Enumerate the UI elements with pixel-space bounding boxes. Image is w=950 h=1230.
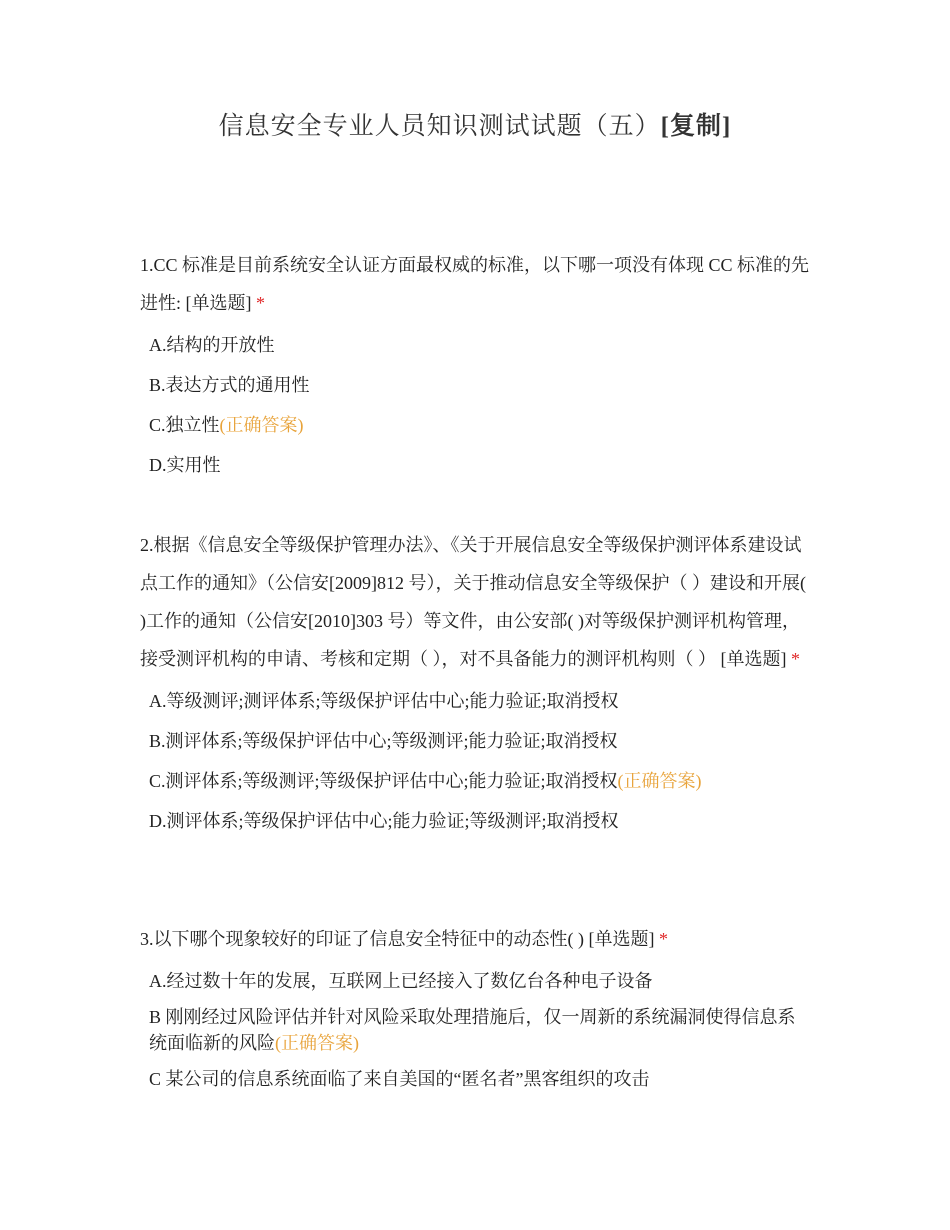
title-main: 信息安全专业人员知识测试试题（五） (218, 113, 661, 140)
question-3 (140, 920, 810, 1102)
option-item (149, 688, 810, 714)
option-item (149, 1004, 809, 1056)
option-item (149, 412, 810, 438)
question-text (140, 920, 810, 958)
option-list (140, 688, 810, 834)
option-text: D.实用性 (149, 455, 221, 475)
option-item (149, 1066, 809, 1092)
option-item (149, 452, 810, 478)
option-text: B.测评体系;等级保护评估中心;等级测评;能力验证;取消授权 (149, 731, 618, 751)
option-text: B 刚刚经过风险评估并针对风险采取处理措施后，仅一周新的系统漏洞使得信息系统面临新的风险 (149, 1007, 796, 1053)
required-mark: * (791, 649, 800, 669)
question-text (140, 526, 810, 678)
option-item (149, 768, 810, 794)
correct-answer-label: (正确答案) (219, 415, 304, 435)
question-text (140, 246, 810, 322)
question-type: [单选题] (720, 649, 787, 669)
question-stem: 3.以下哪个现象较好的印证了信息安全特征中的动态性( ) (140, 929, 584, 949)
question-stem: 1.CC 标准是目前系统安全认证方面最权威的标准，以下哪一项没有体现 CC 标准的先进性: (140, 255, 810, 313)
option-item (149, 968, 809, 994)
option-text: A.等级测评;测评体系;等级保护评估中心;能力验证;取消授权 (149, 691, 619, 711)
question-type: [单选题] (185, 293, 252, 313)
option-text: A.结构的开放性 (149, 335, 275, 355)
option-list (140, 332, 810, 478)
correct-answer-label: (正确答案) (617, 771, 702, 791)
option-item (149, 372, 810, 398)
option-text: C.测评体系;等级测评;等级保护评估中心;能力验证;取消授权 (149, 771, 618, 791)
question-1 (140, 246, 810, 492)
correct-answer-label: (正确答案) (275, 1033, 359, 1053)
question-stem: 2.根据《信息安全等级保护管理办法》、《关于开展信息安全等级保护测评体系建设试点工作的通知》（公信安[2009]812 号），关于推动信息安全等级保护（ ）建设和开展( )工作的通知（公信安[2010]303 号）等文件，由公安部( )对等级保护测评机构管理，接受测评机构的申请、考核和定期（ ），对不具备能力的测评机构则（ ） (140, 535, 806, 669)
option-item (149, 808, 810, 834)
required-mark: * (659, 929, 668, 949)
option-list (140, 968, 810, 1092)
option-text: D.测评体系;等级保护评估中心;能力验证;等级测评;取消授权 (149, 811, 619, 831)
title-suffix: [复制] (660, 113, 732, 140)
option-item (149, 728, 810, 754)
question-2 (140, 526, 810, 848)
option-text: C 某公司的信息系统面临了来自美国的“匿名者”黑客组织的攻击 (149, 1069, 650, 1089)
page-title (0, 112, 950, 142)
option-text: C.独立性 (149, 415, 220, 435)
required-mark: * (256, 293, 266, 313)
option-text: A.经过数十年的发展，互联网上已经接入了数亿台各种电子设备 (149, 971, 653, 991)
question-type: [单选题] (588, 929, 655, 949)
option-text: B.表达方式的通用性 (149, 375, 310, 395)
option-item (149, 332, 810, 358)
